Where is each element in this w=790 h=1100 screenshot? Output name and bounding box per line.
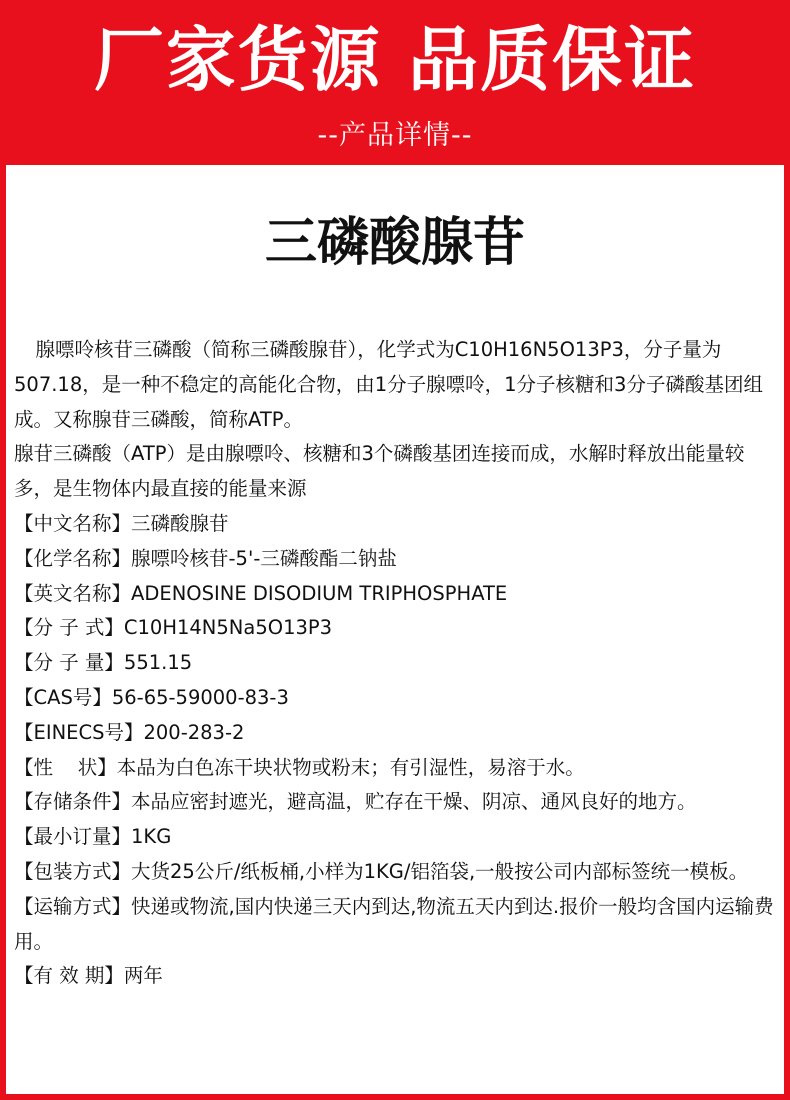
spec-cas-number (14, 681, 778, 716)
spec-label: 【最小订量】 (14, 825, 132, 849)
header-banner (0, 0, 790, 165)
spec-packaging (14, 855, 778, 890)
spec-storage (14, 785, 778, 820)
product-name: 三磷酸腺苷 (264, 213, 525, 273)
description-body (14, 333, 778, 994)
spec-english-name (14, 577, 778, 612)
spec-value: 大货25公斤/纸板桶,小样为1KG/铝箔袋,一般按公司内部标签统一模板。 (131, 859, 749, 883)
spec-label: 【中文名称】 (14, 511, 132, 535)
spec-value: C10H14N5Na5O13P3 (123, 616, 333, 640)
spec-label: 【运输方式】 (14, 894, 132, 918)
spec-value: 1KG (131, 825, 172, 849)
spec-label: 【分 子 式】 (14, 616, 124, 640)
spec-value: 腺嘌呤核苷-5'-三磷酸酯二钠盐 (131, 546, 397, 570)
spec-chemical-name (14, 542, 778, 577)
banner-subtitle: --产品详情-- (317, 120, 473, 151)
spec-label: 【性 状】 (14, 755, 117, 779)
spec-min-order (14, 820, 778, 855)
detail-panel (6, 165, 784, 1094)
spec-label: 【有 效 期】 (14, 964, 124, 988)
spec-value: ADENOSINE DISODIUM TRIPHOSPHATE (131, 581, 508, 605)
spec-label: 【存储条件】 (14, 790, 132, 814)
spec-molecular-weight (14, 646, 778, 681)
spec-label: 【包装方式】 (14, 859, 132, 883)
intro-paragraph: 腺嘌呤核苷三磷酸（简称三磷酸腺苷），化学式为C10H16N5O13P3，分子量为507.18，是一种不稳定的高能化合物，由1分子腺嘌呤，1分子核糖和3分子磷酸基团组成。又称腺苷三磷酸，简称ATP。 (14, 338, 763, 431)
spec-molecular-formula (14, 611, 778, 646)
spec-value: 快递或物流,国内快递三天内到达,物流五天内到达.报价一般均含国内运输费用。 (14, 894, 774, 953)
spec-label: 【CAS号】 (14, 685, 112, 709)
spec-value: 56-65-59000-83-3 (111, 685, 289, 709)
spec-label: 【化学名称】 (14, 546, 132, 570)
spec-einecs-number (14, 716, 778, 751)
spec-shipping (14, 890, 778, 960)
spec-label: 【EINECS号】 (14, 720, 144, 744)
spec-label: 【英文名称】 (14, 581, 132, 605)
spec-label: 【分 子 量】 (14, 651, 124, 675)
banner-title: 厂家货源 品质保证 (93, 19, 697, 101)
spec-shelf-life (14, 959, 778, 994)
spec-value: 本品应密封遮光，避高温，贮存在干燥、阴凉、通风良好的地方。 (131, 790, 697, 814)
intro-paragraph: 腺苷三磷酸（ATP）是由腺嘌呤、核糖和3个磷酸基团连接而成，水解时释放出能量较多，是生物体内最直接的能量来源 (14, 442, 745, 501)
spec-chinese-name (14, 507, 778, 542)
spec-appearance (14, 751, 778, 786)
spec-value: 三磷酸腺苷 (131, 511, 229, 535)
spec-value: 两年 (123, 964, 163, 988)
spec-value: 200-283-2 (143, 720, 245, 744)
spec-value: 551.15 (123, 651, 193, 675)
spec-value: 本品为白色冻干块状物或粉末；有引湿性，易溶于水。 (116, 755, 585, 779)
